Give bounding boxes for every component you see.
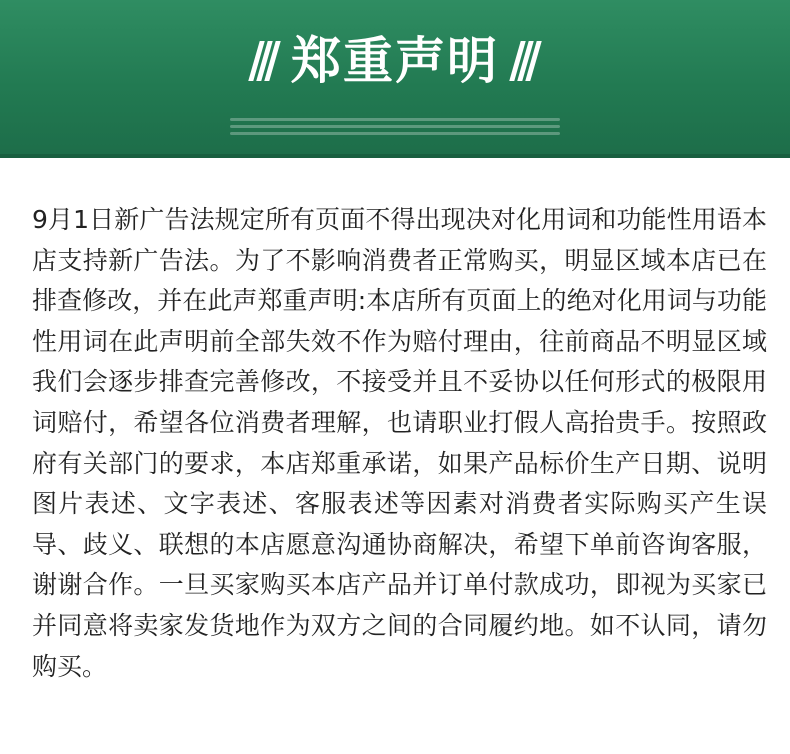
title-row <box>0 32 790 90</box>
banner-bottom-edge <box>0 154 790 158</box>
banner-title: 郑重声明 <box>291 32 499 90</box>
header-banner <box>0 0 790 158</box>
left-slash-decoration <box>254 41 275 81</box>
statement-text: 9月1日新广告法规定所有页面不得出现决对化用词和功能性用语本店支持新广告法。为了不影响消费者正常购买，明显区域本店已在排查修改，并在此声郑重声明:本店所有页面上的绝对化用词与功能性用词在此声明前全部失效不作为赔付理由，往前商品不明显区域我们会逐步排查完善修改，不接受并且不妥协以任何形式的极限用词赔付，希望各位消费者理解，也请职业打假人高抬贵手。按照政府有关部门的要求，本店郑重承诺，如果产品标价生产日期、说明图片表述、文字表述、客服表述等因素对消费者实际购买产生误导、歧义、联想的本店愿意沟通协商解决，希望下单前咨询客服，谢谢合作。一旦买家购买本店产品并订单付款成功，即视为买家已并同意将卖家发货地作为双方之间的合同履约地。如不认同，请勿购买。 <box>32 205 767 681</box>
right-slash-decoration <box>515 41 536 81</box>
decorative-fine-print <box>230 118 560 144</box>
